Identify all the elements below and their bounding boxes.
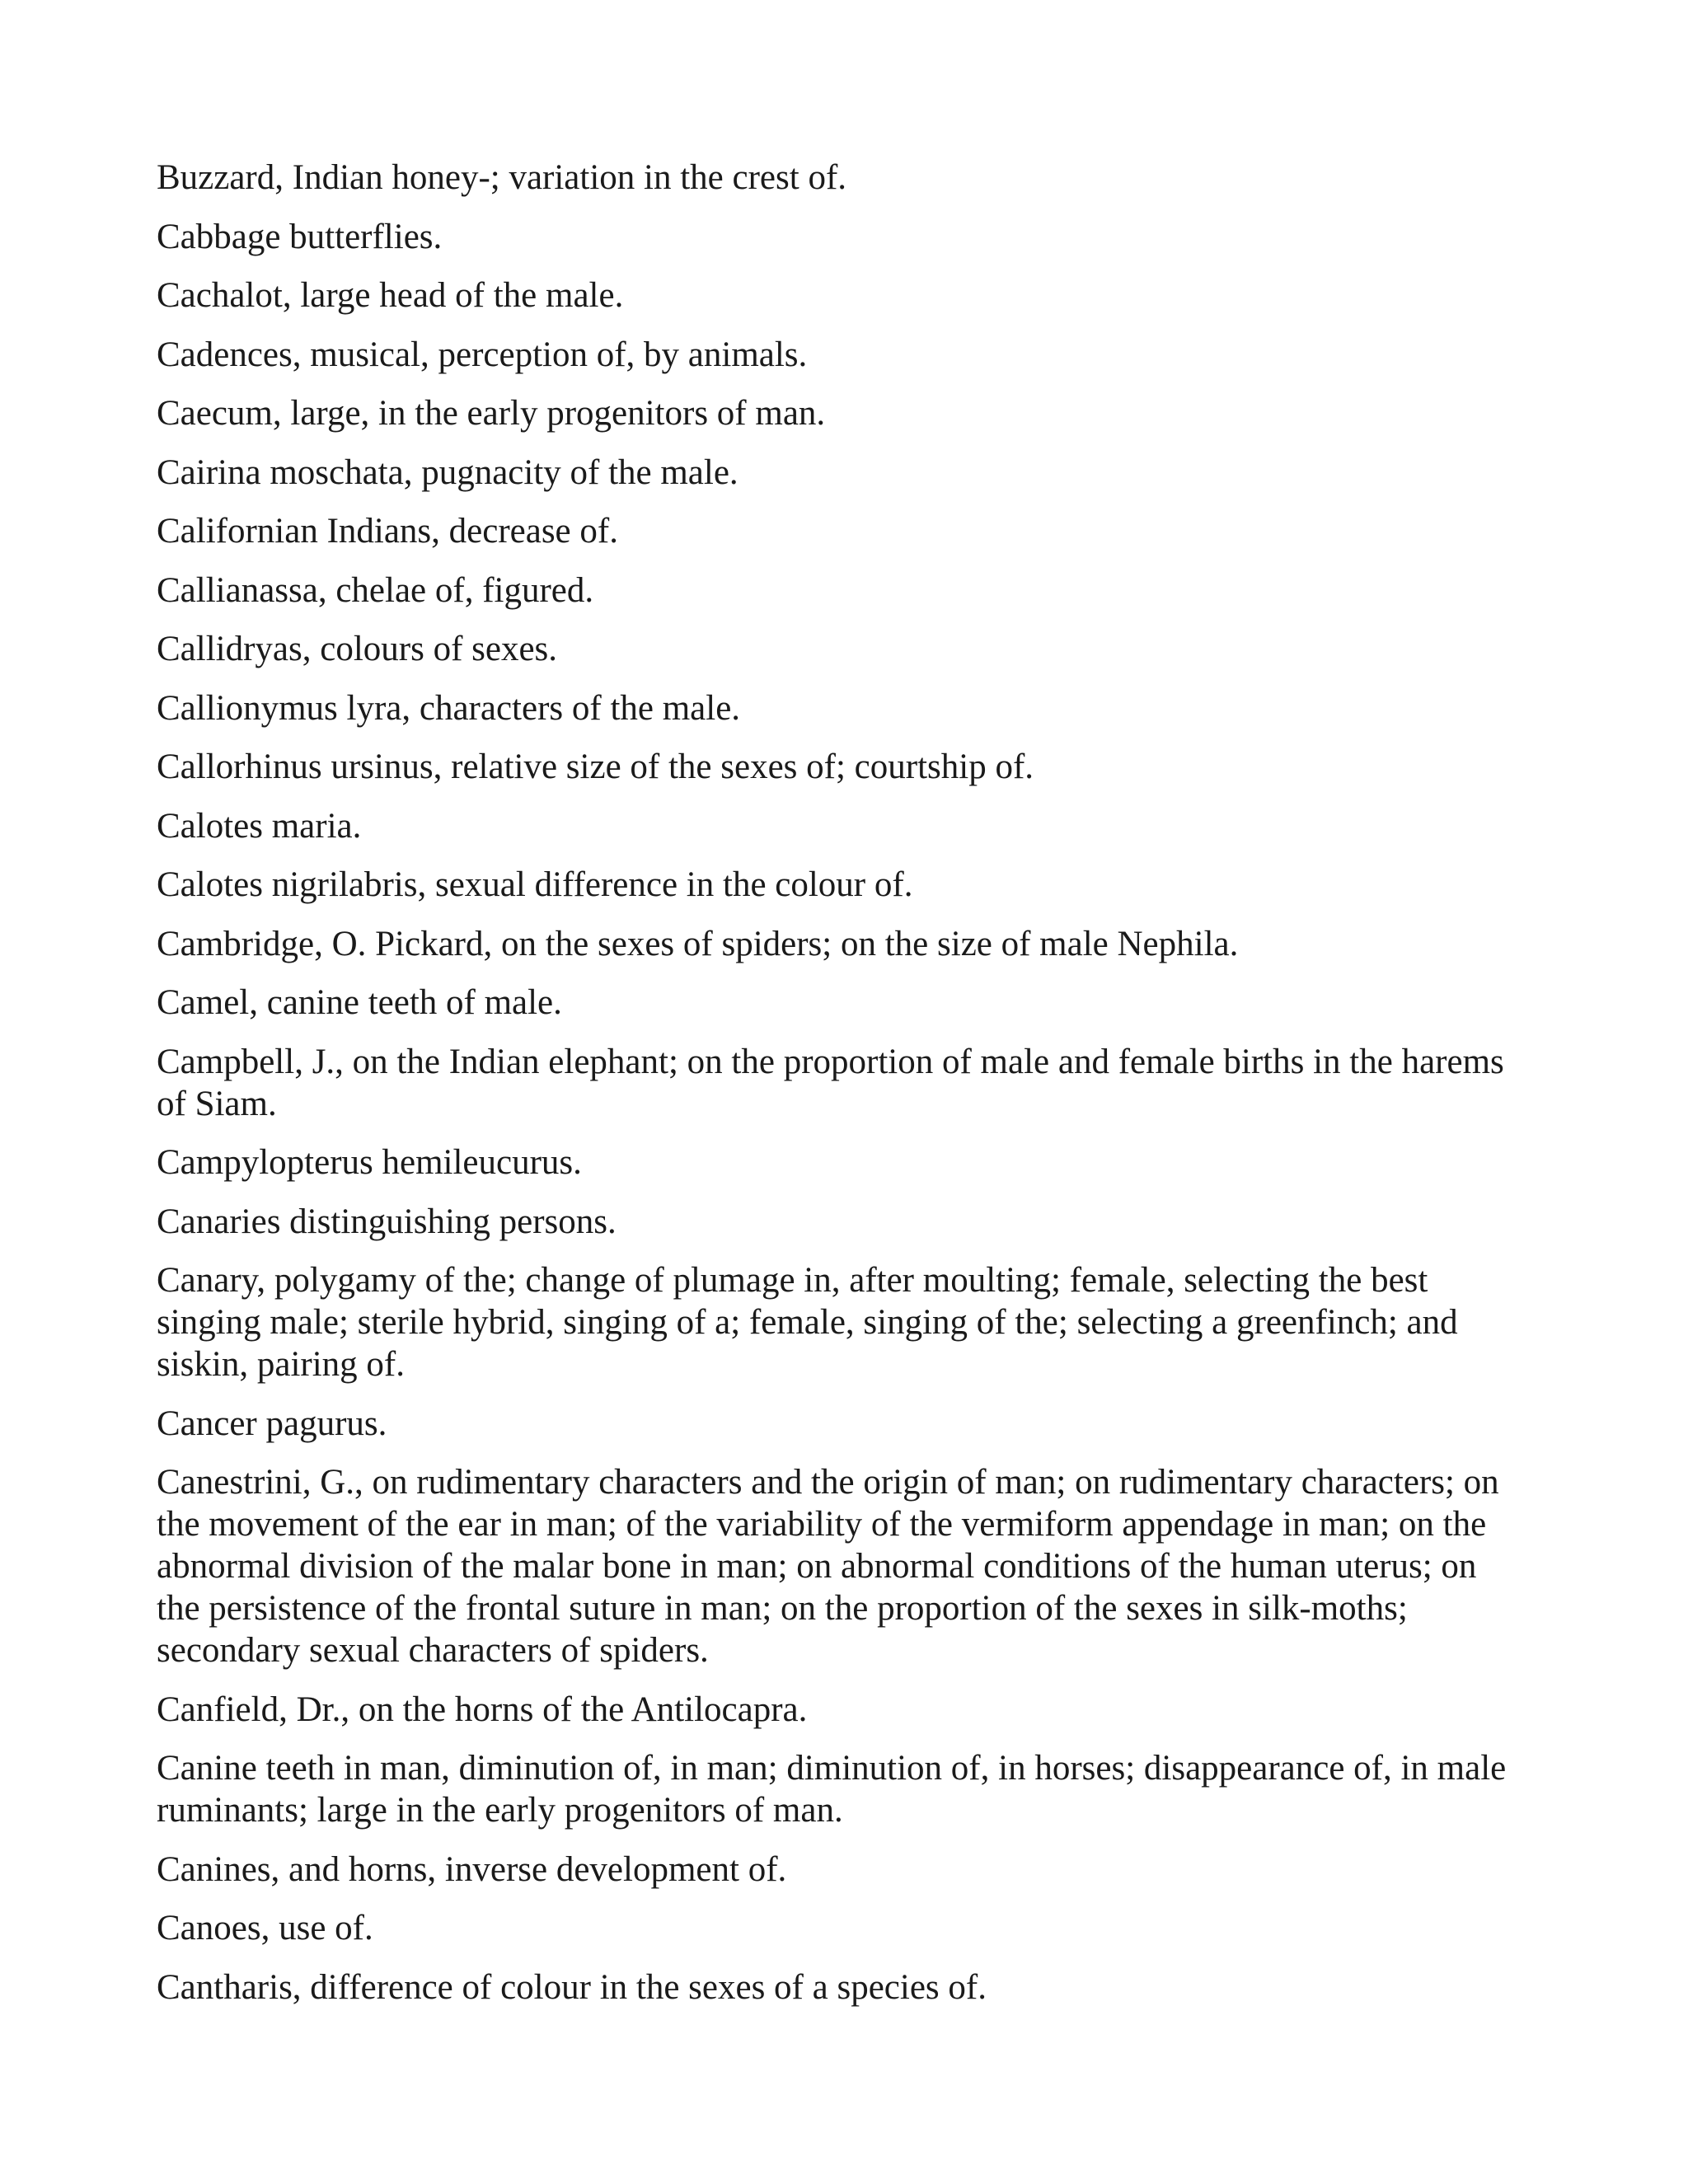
index-entry: Cancer pagurus. bbox=[157, 1404, 387, 1443]
index-entry: Buzzard, Indian honey-; variation in the crest of. bbox=[157, 158, 847, 197]
index-entry-list bbox=[157, 157, 1525, 2025]
index-entry: Canines, and horns, inverse development of. bbox=[157, 1849, 787, 1889]
index-entry: Canary, polygamy of the; change of plumage in, after moulting; female, selecting the best singing male; sterile hybrid, singing of a; female, singing of the; selecting a greenfinch; and siskin, pairing of. bbox=[157, 1261, 1458, 1384]
index-entry: Cambridge, O. Pickard, on the sexes of spiders; on the size of male Nephila. bbox=[157, 924, 1239, 963]
index-entry: Camel, canine teeth of male. bbox=[157, 983, 562, 1022]
index-entry: Canestrini, G., on rudimentary characters and the origin of man; on rudimentary characters; on the movement of the ear in man; of the variability of the vermiform appendage in man; on the abnormal division of the malar bone in man; on abnormal conditions of the human uterus; on the persistence of the frontal suture in man; on the proportion of the sexes in silk-moths; secondary sexual characters of spiders. bbox=[157, 1463, 1499, 1670]
index-entry: Canoes, use of. bbox=[157, 1909, 373, 1947]
index-entry: Callorhinus ursinus, relative size of the sexes of; courtship of. bbox=[157, 748, 1034, 786]
index-entry: Calotes maria. bbox=[157, 806, 362, 846]
index-entry: Callianassa, chelae of, figured. bbox=[157, 570, 594, 610]
index-entry: Canine teeth in man, diminution of, in man; diminution of, in horses; disappearance of, in male ruminants; large in the early progenitors of man. bbox=[157, 1749, 1507, 1830]
index-entry: Callionymus lyra, characters of the male. bbox=[157, 688, 741, 728]
index-entry: Cabbage butterflies. bbox=[157, 217, 443, 256]
index-entry: Cadences, musical, perception of, by animals. bbox=[157, 335, 808, 374]
index-entry: Cantharis, difference of colour in the sexes of a species of. bbox=[157, 1967, 987, 2007]
index-entry: Canfield, Dr., on the horns of the Antilocapra. bbox=[157, 1690, 808, 1729]
index-entry: Calotes nigrilabris, sexual difference in the colour of. bbox=[157, 865, 913, 904]
index-entry: Californian Indians, decrease of. bbox=[157, 512, 618, 551]
index-entry: Caecum, large, in the early progenitors of man. bbox=[157, 394, 826, 433]
index-entry: Cairina moschata, pugnacity of the male. bbox=[157, 452, 738, 492]
index-entry: Canaries distinguishing persons. bbox=[157, 1202, 617, 1241]
index-entry: Cachalot, large head of the male. bbox=[157, 276, 624, 315]
index-entry: Campbell, J., on the Indian elephant; on the proportion of male and female births in the harems of Siam. bbox=[157, 1042, 1504, 1123]
index-entry: Callidryas, colours of sexes. bbox=[157, 630, 558, 668]
index-entry: Campylopterus hemileucurus. bbox=[157, 1143, 582, 1182]
